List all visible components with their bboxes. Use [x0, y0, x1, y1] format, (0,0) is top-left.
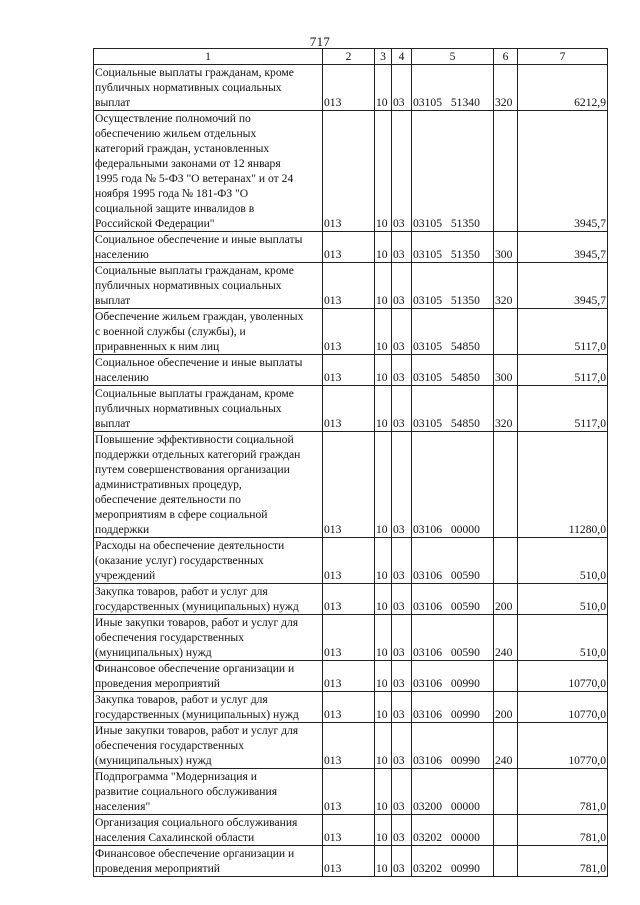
- amount-cell: 10770,0: [518, 723, 608, 769]
- ministry-code-cell: 013: [323, 65, 375, 111]
- ministry-code-cell: 013: [323, 661, 375, 692]
- ministry-code-cell: 013: [323, 386, 375, 432]
- table-row: [94, 538, 608, 584]
- col-header-3: 3: [375, 49, 392, 65]
- target-article-cell: 03202 00000: [412, 815, 494, 846]
- amount-cell: 781,0: [518, 846, 608, 877]
- section-code-cell: 10: [375, 65, 392, 111]
- amount-cell: 5117,0: [518, 355, 608, 386]
- row-name-cell: Повышение эффективности социальной поддержки отдельных категорий граждан путем совершенствования организации административных процедур, обеспечение деятельности по мероприятиям в сфере социальной поддержки: [94, 432, 323, 538]
- ministry-code-cell: 013: [323, 232, 375, 263]
- expense-type-cell: [494, 432, 518, 538]
- amount-cell: 3945,7: [518, 111, 608, 232]
- table-row: [94, 386, 608, 432]
- expense-type-cell: 300: [494, 232, 518, 263]
- row-name-cell: Обеспечение жильем граждан, уволенных с военной службы (службы), и приравненных к ним лиц: [94, 309, 323, 355]
- target-article-cell: 03202 00990: [412, 846, 494, 877]
- target-article-cell: 03105 51340: [412, 65, 494, 111]
- row-name-cell: Социальное обеспечение и иные выплаты населению: [94, 355, 323, 386]
- row-name-cell: Расходы на обеспечение деятельности (оказание услуг) государственных учреждений: [94, 538, 323, 584]
- ministry-code-cell: 013: [323, 263, 375, 309]
- target-article-cell: 03106 00590: [412, 584, 494, 615]
- ministry-code-cell: 013: [323, 355, 375, 386]
- ministry-code-cell: 013: [323, 432, 375, 538]
- subsection-code-cell: 03: [392, 232, 412, 263]
- table-row: [94, 661, 608, 692]
- target-article-cell: 03105 54850: [412, 386, 494, 432]
- col-header-2: 2: [323, 49, 375, 65]
- table-row: [94, 432, 608, 538]
- expense-type-cell: 240: [494, 615, 518, 661]
- amount-cell: 5117,0: [518, 309, 608, 355]
- col-header-1: 1: [94, 49, 323, 65]
- amount-cell: 781,0: [518, 769, 608, 815]
- section-code-cell: 10: [375, 355, 392, 386]
- amount-cell: 510,0: [518, 615, 608, 661]
- expense-type-cell: [494, 111, 518, 232]
- table-row: [94, 615, 608, 661]
- ministry-code-cell: 013: [323, 692, 375, 723]
- col-header-7: 7: [518, 49, 608, 65]
- expense-type-cell: 200: [494, 584, 518, 615]
- page-number: 717: [309, 34, 331, 49]
- col-header-6: 6: [494, 49, 518, 65]
- target-article-cell: 03105 54850: [412, 355, 494, 386]
- section-code-cell: 10: [375, 111, 392, 232]
- subsection-code-cell: 03: [392, 815, 412, 846]
- budget-table: [93, 48, 608, 877]
- row-name-cell: Иные закупки товаров, работ и услуг для обеспечения государственных (муниципальных) нужд: [94, 723, 323, 769]
- amount-cell: 3945,7: [518, 263, 608, 309]
- ministry-code-cell: 013: [323, 815, 375, 846]
- subsection-code-cell: 03: [392, 615, 412, 661]
- subsection-code-cell: 03: [392, 846, 412, 877]
- amount-cell: 10770,0: [518, 661, 608, 692]
- ministry-code-cell: 013: [323, 584, 375, 615]
- row-name-cell: Организация социального обслуживания населения Сахалинской области: [94, 815, 323, 846]
- expense-type-cell: 240: [494, 723, 518, 769]
- subsection-code-cell: 03: [392, 584, 412, 615]
- row-name-cell: Социальные выплаты гражданам, кроме публичных нормативных социальных выплат: [94, 65, 323, 111]
- subsection-code-cell: 03: [392, 661, 412, 692]
- table-row: [94, 65, 608, 111]
- subsection-code-cell: 03: [392, 263, 412, 309]
- target-article-cell: 03106 00000: [412, 432, 494, 538]
- ministry-code-cell: 013: [323, 538, 375, 584]
- row-name-cell: Социальные выплаты гражданам, кроме публичных нормативных социальных выплат: [94, 263, 323, 309]
- target-article-cell: 03105 51350: [412, 232, 494, 263]
- ministry-code-cell: 013: [323, 769, 375, 815]
- amount-cell: 510,0: [518, 584, 608, 615]
- row-name-cell: Осуществление полномочий по обеспечению жильем отдельных категорий граждан, установленных федеральными законами от 12 января 1995 года № 5-ФЗ "О ветеранах" и от 24 ноября 1995 года № 181-ФЗ "О социальной защите инвалидов в Российской Федерации": [94, 111, 323, 232]
- amount-cell: 11280,0: [518, 432, 608, 538]
- table-row: [94, 723, 608, 769]
- expense-type-cell: [494, 815, 518, 846]
- expense-type-cell: 320: [494, 65, 518, 111]
- row-name-cell: Финансовое обеспечение организации и проведения мероприятий: [94, 661, 323, 692]
- target-article-cell: 03106 00990: [412, 661, 494, 692]
- table-row: [94, 309, 608, 355]
- subsection-code-cell: 03: [392, 65, 412, 111]
- target-article-cell: 03106 00590: [412, 538, 494, 584]
- target-article-cell: 03200 00000: [412, 769, 494, 815]
- section-code-cell: 10: [375, 584, 392, 615]
- amount-cell: 5117,0: [518, 386, 608, 432]
- section-code-cell: 10: [375, 846, 392, 877]
- table-row: [94, 815, 608, 846]
- target-article-cell: 03106 00990: [412, 692, 494, 723]
- expense-type-cell: 320: [494, 386, 518, 432]
- expense-type-cell: [494, 846, 518, 877]
- subsection-code-cell: 03: [392, 769, 412, 815]
- row-name-cell: Финансовое обеспечение организации и проведения мероприятий: [94, 846, 323, 877]
- section-code-cell: 10: [375, 615, 392, 661]
- table-row: [94, 111, 608, 232]
- expense-type-cell: 200: [494, 692, 518, 723]
- subsection-code-cell: 03: [392, 386, 412, 432]
- section-code-cell: 10: [375, 309, 392, 355]
- table-row: [94, 692, 608, 723]
- section-code-cell: 10: [375, 692, 392, 723]
- row-name-cell: Подпрограмма "Модернизация и развитие социального обслуживания населения": [94, 769, 323, 815]
- section-code-cell: 10: [375, 538, 392, 584]
- subsection-code-cell: 03: [392, 309, 412, 355]
- col-header-5: 5: [412, 49, 494, 65]
- amount-cell: 3945,7: [518, 232, 608, 263]
- expense-type-cell: [494, 661, 518, 692]
- target-article-cell: 03105 51350: [412, 111, 494, 232]
- section-code-cell: 10: [375, 386, 392, 432]
- subsection-code-cell: 03: [392, 111, 412, 232]
- target-article-cell: 03105 54850: [412, 309, 494, 355]
- table-row: [94, 584, 608, 615]
- row-name-cell: Социальные выплаты гражданам, кроме публичных нормативных социальных выплат: [94, 386, 323, 432]
- row-name-cell: Иные закупки товаров, работ и услуг для обеспечения государственных (муниципальных) нужд: [94, 615, 323, 661]
- column-number-header-row: [94, 49, 608, 65]
- row-name-cell: Закупка товаров, работ и услуг для государственных (муниципальных) нужд: [94, 692, 323, 723]
- subsection-code-cell: 03: [392, 692, 412, 723]
- section-code-cell: 10: [375, 232, 392, 263]
- section-code-cell: 10: [375, 432, 392, 538]
- amount-cell: 510,0: [518, 538, 608, 584]
- table-row: [94, 769, 608, 815]
- table-row: [94, 263, 608, 309]
- amount-cell: 6212,9: [518, 65, 608, 111]
- col-header-4: 4: [392, 49, 412, 65]
- ministry-code-cell: 013: [323, 723, 375, 769]
- subsection-code-cell: 03: [392, 723, 412, 769]
- expense-type-cell: [494, 309, 518, 355]
- section-code-cell: 10: [375, 769, 392, 815]
- expense-type-cell: 300: [494, 355, 518, 386]
- section-code-cell: 10: [375, 263, 392, 309]
- table-row: [94, 232, 608, 263]
- section-code-cell: 10: [375, 723, 392, 769]
- target-article-cell: 03106 00590: [412, 615, 494, 661]
- subsection-code-cell: 03: [392, 355, 412, 386]
- table-row: [94, 355, 608, 386]
- expense-type-cell: 320: [494, 263, 518, 309]
- ministry-code-cell: 013: [323, 111, 375, 232]
- row-name-cell: Социальное обеспечение и иные выплаты населению: [94, 232, 323, 263]
- subsection-code-cell: 03: [392, 432, 412, 538]
- ministry-code-cell: 013: [323, 309, 375, 355]
- target-article-cell: 03105 51350: [412, 263, 494, 309]
- table-row: [94, 846, 608, 877]
- ministry-code-cell: 013: [323, 615, 375, 661]
- section-code-cell: 10: [375, 661, 392, 692]
- subsection-code-cell: 03: [392, 538, 412, 584]
- expense-type-cell: [494, 538, 518, 584]
- target-article-cell: 03106 00990: [412, 723, 494, 769]
- amount-cell: 10770,0: [518, 692, 608, 723]
- ministry-code-cell: 013: [323, 846, 375, 877]
- section-code-cell: 10: [375, 815, 392, 846]
- amount-cell: 781,0: [518, 815, 608, 846]
- expense-type-cell: [494, 769, 518, 815]
- row-name-cell: Закупка товаров, работ и услуг для государственных (муниципальных) нужд: [94, 584, 323, 615]
